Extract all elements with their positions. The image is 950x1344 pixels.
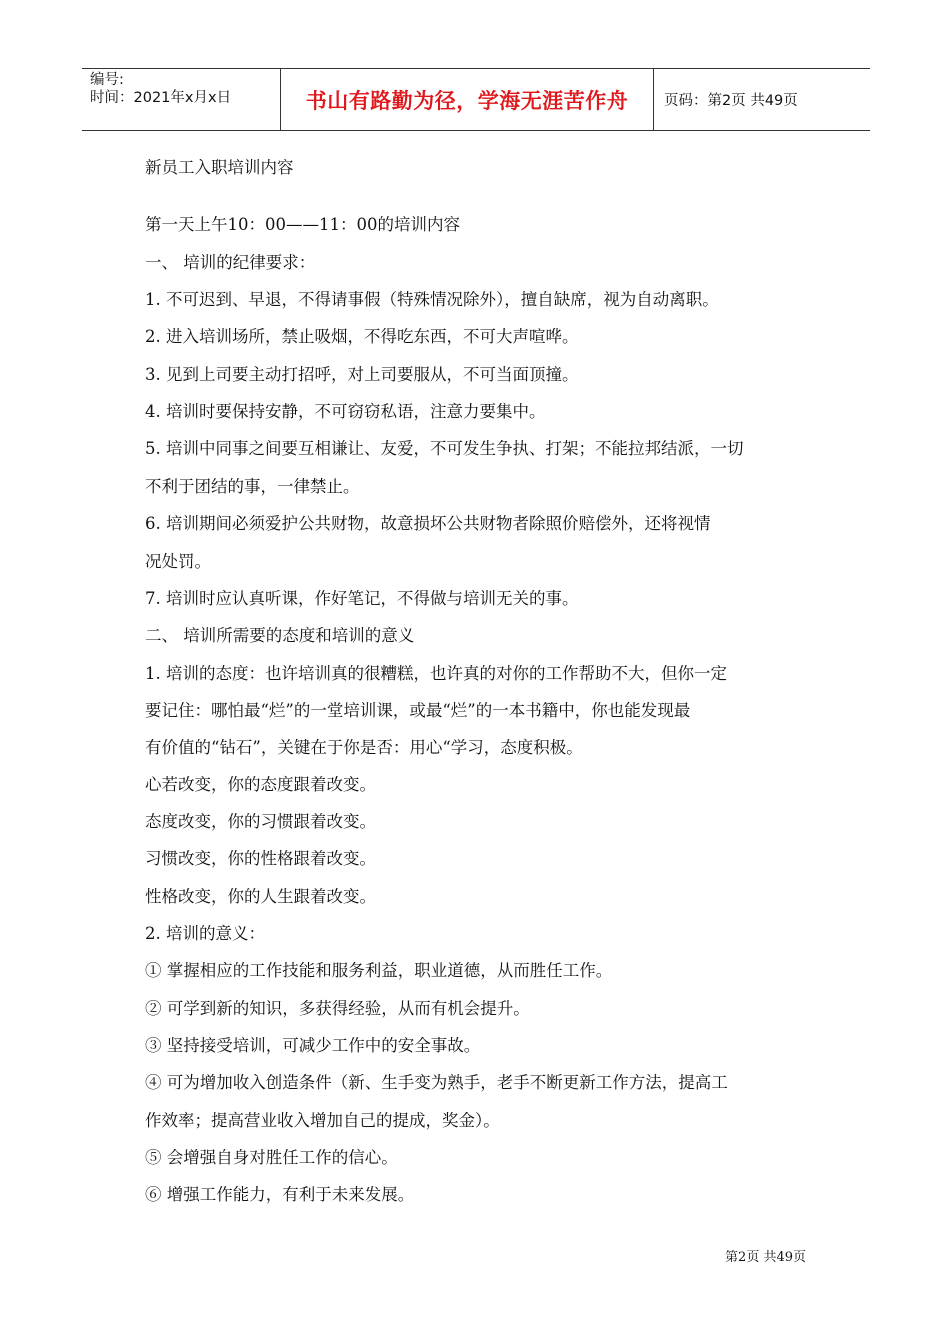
paragraph-line: 2. 进入培训场所，禁止吸烟，不得吃东西，不可大声喧哗。	[145, 327, 579, 346]
paragraph-line: 6. 培训期间必须爱护公共财物，故意损坏公共财物者除照价赔偿外，还将视情	[145, 514, 711, 533]
page-footer: 第2页 共49页	[725, 1250, 806, 1265]
list-item: ⑤ 会增强自身对胜任工作的信心。	[145, 1148, 398, 1167]
paragraph-line: 况处罚。	[145, 552, 211, 571]
header-page-cell	[654, 69, 870, 130]
motto-text: 书山有路勤为径，学海无涯苦作舟	[305, 88, 629, 113]
section-heading: 二、 培训所需要的态度和培训的意义	[145, 626, 415, 645]
page-header	[82, 68, 870, 131]
paragraph-line: 有价值的“钻石”，关键在于你是否：用心“学习，态度积极。	[145, 738, 583, 757]
list-item: ② 可学到新的知识，多获得经验，从而有机会提升。	[145, 999, 530, 1018]
list-item: ① 掌握相应的工作技能和服务利益，职业道德，从而胜任工作。	[145, 961, 613, 980]
paragraph-line: 2. 培训的意义：	[145, 924, 265, 943]
paragraph-line: 态度改变，你的习惯跟着改变。	[145, 812, 376, 831]
paragraph-line: 不利于团结的事，一律禁止。	[145, 477, 360, 496]
paragraph-line: 性格改变，你的人生跟着改变。	[145, 887, 376, 906]
list-item: ④ 可为增加收入创造条件（新、生手变为熟手，老手不断更新工作方法，提高工	[145, 1073, 728, 1092]
header-meta-cell	[82, 69, 281, 130]
list-item: ③ 坚持接受培训，可减少工作中的安全事故。	[145, 1036, 481, 1055]
paragraph-line: 1. 不可迟到、早退，不得请事假（特殊情况除外），擅自缺席，视为自动离职。	[145, 290, 719, 309]
paragraph-line: 5. 培训中同事之间要互相谦让、友爱，不可发生争执、打架；不能拉邦结派，一切	[145, 439, 744, 458]
paragraph-line: 7. 培训时应认真听课，作好笔记，不得做与培训无关的事。	[145, 589, 579, 608]
list-item: ⑥ 增强工作能力，有利于未来发展。	[145, 1185, 415, 1204]
paragraph-line: 第一天上午10：00——11：00的培训内容	[145, 215, 460, 234]
section-heading: 一、 培训的纪律要求：	[145, 253, 316, 272]
paragraph-line: 1. 培训的态度：也许培训真的很糟糕，也许真的对你的工作帮助不大，但你一定	[145, 664, 727, 683]
time-label: 时间：2021年x月x日	[90, 90, 232, 106]
paragraph-line: 习惯改变，你的性格跟着改变。	[145, 849, 376, 868]
paragraph-line: 作效率；提高营业收入增加自己的提成，奖金）。	[145, 1111, 500, 1130]
number-label: 编号:	[90, 72, 124, 88]
document-title: 新员工入职培训内容	[145, 158, 294, 177]
paragraph-line: 3. 见到上司要主动打招呼，对上司要服从，不可当面顶撞。	[145, 365, 579, 384]
paragraph-line: 4. 培训时要保持安静，不可窃窃私语，注意力要集中。	[145, 402, 546, 421]
paragraph-line: 心若改变，你的态度跟着改变。	[145, 775, 376, 794]
paragraph-line: 要记住：哪怕最“烂”的一堂培训课，或最“烂”的一本书籍中，你也能发现最	[145, 701, 691, 720]
page-info: 页码：第2页 共49页	[664, 93, 798, 109]
header-motto-cell	[281, 69, 654, 130]
